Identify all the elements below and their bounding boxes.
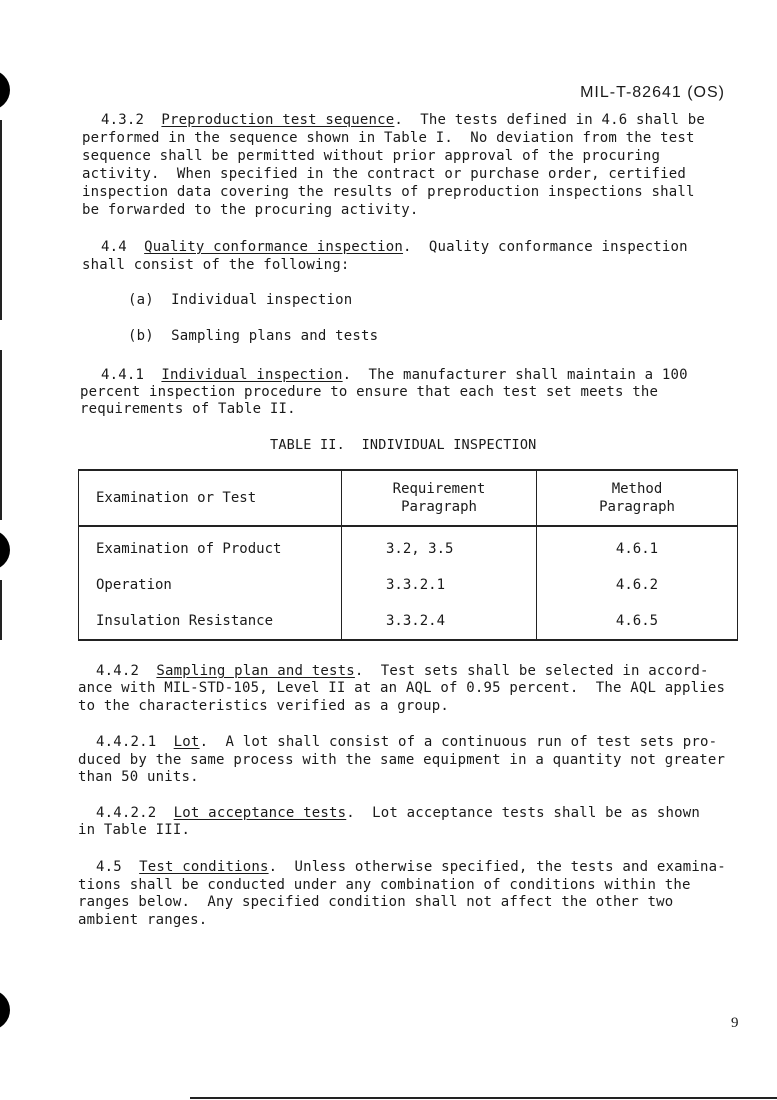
section-title: Individual inspection <box>161 367 343 383</box>
list-item-a: (a) Individual inspection <box>128 292 353 308</box>
para-4-5-line1: 4.5 Test conditions. Unless otherwise specified, the tests and examina- <box>96 859 726 875</box>
header-examination-or-test: Examination or Test <box>79 470 342 526</box>
para-4-4-2-2-line2: in Table III. <box>78 822 191 838</box>
para-4-4-line1: 4.4 Quality conformance inspection. Quality conformance inspection <box>101 239 688 255</box>
cell-method: 4.6.2 <box>537 567 738 603</box>
para-4-3-2-line3: sequence shall be permitted without prior approval of the procuring <box>82 148 661 164</box>
para-4-4-2-1-line3: than 50 units. <box>78 769 199 785</box>
table-caption: TABLE II. INDIVIDUAL INSPECTION <box>270 437 537 453</box>
section-number: 4.4.2.2 <box>96 805 157 821</box>
binding-hole-top <box>0 70 10 110</box>
cell-examination: Operation <box>79 567 342 603</box>
section-title: Preproduction test sequence <box>161 112 395 128</box>
page-bottom-edge <box>190 1097 777 1099</box>
para-4-5-line3: ranges below. Any specified condition shall not affect the other two <box>78 894 674 910</box>
para-4-5-line2: tions shall be conducted under any combination of conditions within the <box>78 877 691 893</box>
binding-hole-bottom <box>0 990 10 1030</box>
para-4-4-2-2-line1: 4.4.2.2 Lot acceptance tests. Lot acceptance tests shall be as shown <box>96 805 701 821</box>
section-number: 4.4.2.1 <box>96 734 157 750</box>
para-4-4-line2: shall consist of the following: <box>82 257 350 273</box>
section-title: Test conditions <box>139 859 269 875</box>
cell-requirement: 3.2, 3.5 <box>342 526 537 567</box>
cell-examination: Examination of Product <box>79 526 342 567</box>
header-method-paragraph: Method Paragraph <box>537 470 738 526</box>
section-title: Lot acceptance tests <box>173 805 347 821</box>
para-4-3-2-line6: be forwarded to the procuring activity. <box>82 202 419 218</box>
para-4-3-2-line4: activity. When specified in the contract or purchase order, certified <box>82 166 687 182</box>
para-4-4-1-line3: requirements of Table II. <box>80 401 296 417</box>
document-number: MIL-T-82641 (OS) <box>580 84 725 101</box>
section-title: Quality conformance inspection <box>144 239 404 255</box>
section-number: 4.3.2 <box>101 112 145 128</box>
cell-requirement: 3.3.2.4 <box>342 603 537 640</box>
section-number: 4.4.2 <box>96 663 140 679</box>
section-title: Lot <box>173 734 200 750</box>
section-number: 4.5 <box>96 859 122 875</box>
cell-requirement: 3.3.2.1 <box>342 567 537 603</box>
page-edge-line <box>0 580 2 640</box>
section-title: Sampling plan and tests <box>156 663 355 679</box>
para-4-3-2-line2: performed in the sequence shown in Table I. No deviation from the test <box>82 130 695 146</box>
section-number: 4.4.1 <box>101 367 145 383</box>
table-row <box>79 526 738 567</box>
header-requirement-paragraph: Requirement Paragraph <box>342 470 537 526</box>
para-4-4-1-line1: 4.4.1 Individual inspection. The manufacturer shall maintain a 100 <box>101 367 688 383</box>
para-4-3-2-line5: inspection data covering the results of preproduction inspections shall <box>82 184 695 200</box>
para-4-4-2-line1: 4.4.2 Sampling plan and tests. Test sets shall be selected in accord- <box>96 663 709 679</box>
binding-hole-middle <box>0 530 10 570</box>
page-edge-line <box>0 120 2 320</box>
para-4-3-2-line1: 4.3.2 Preproduction test sequence. The tests defined in 4.6 shall be <box>101 112 706 128</box>
individual-inspection-table <box>78 469 738 641</box>
para-4-4-2-1-line2: duced by the same process with the same equipment in a quantity not greater <box>78 752 726 768</box>
para-4-4-2-1-line1: 4.4.2.1 Lot. A lot shall consist of a continuous run of test sets pro- <box>96 734 718 750</box>
list-item-b: (b) Sampling plans and tests <box>128 328 379 344</box>
para-4-4-1-line2: percent inspection procedure to ensure that each test set meets the <box>80 384 659 400</box>
cell-examination: Insulation Resistance <box>79 603 342 640</box>
cell-method: 4.6.5 <box>537 603 738 640</box>
table-row <box>79 603 738 640</box>
table-row <box>79 567 738 603</box>
para-4-4-2-line2: ance with MIL-STD-105, Level II at an AQL of 0.95 percent. The AQL applies <box>78 680 726 696</box>
para-4-4-2-line3: to the characteristics verified as a group. <box>78 698 450 714</box>
cell-method: 4.6.1 <box>537 526 738 567</box>
page-number: 9 <box>731 1015 739 1031</box>
table-header-row <box>79 470 738 526</box>
page-edge-line <box>0 350 2 520</box>
section-number: 4.4 <box>101 239 127 255</box>
para-4-5-line4: ambient ranges. <box>78 912 208 928</box>
